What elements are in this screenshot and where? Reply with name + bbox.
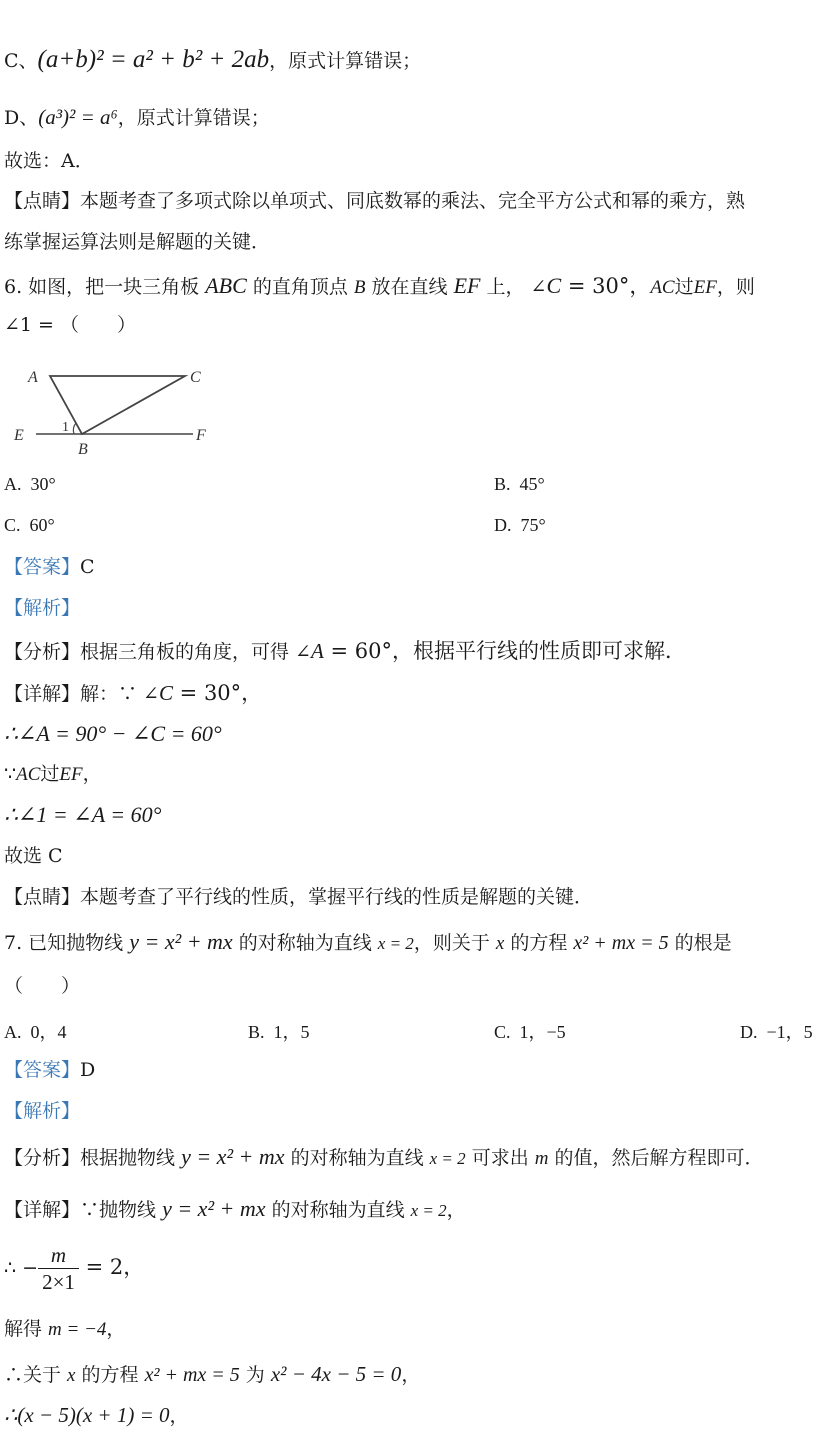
- fraction: $\frac{m}{2\times 1}$: [38, 1242, 79, 1296]
- q6-choose: 故选 C: [4, 845, 63, 867]
- label-angle-1: 1: [62, 420, 69, 435]
- remark-5-line2: 练掌握运算法则是解题的关键．: [4, 231, 271, 253]
- label-c: C: [190, 369, 201, 386]
- answer-tag: 【答案】: [4, 556, 81, 578]
- q7-factor: ∴(x − 5)(x + 1) = 0，: [4, 1403, 189, 1427]
- q6-answer: 【答案】C: [4, 556, 95, 578]
- q6-analysis-tag: 【解析】: [4, 597, 81, 619]
- triangle-figure: [8, 360, 218, 460]
- label-a: A: [28, 369, 38, 386]
- option-c-explanation: C、(a+b)² = a² + b² + 2ab，原式计算错误；: [4, 46, 422, 73]
- q7-option-a: A. 0，4: [4, 1022, 67, 1042]
- q6-option-d: D. 75°: [494, 515, 546, 535]
- choose-answer-5: 故选：A．: [4, 150, 94, 172]
- q6-fenxi: 【分析】根据三角板的角度，可得 ∠A = 60°，根据平行线的性质即可求解．: [4, 639, 686, 663]
- q7-fraction-step: ∴ − $\frac{m}{2\times 1}$ = 2，: [4, 1243, 145, 1295]
- label-b: B: [78, 441, 88, 458]
- q7-answer: 【答案】D: [4, 1059, 96, 1081]
- remark-5-line1: 【点睛】本题考查了多项式除以单项式、同底数幂的乘法、完全平方公式和幂的乘方，熟: [4, 190, 746, 212]
- q6-option-a: A. 30°: [4, 474, 56, 494]
- q7-equation: ∴关于 x 的方程 x² + mx = 5 为 x² − 4x − 5 = 0，: [4, 1362, 421, 1386]
- q6-option-b: B. 45°: [494, 474, 545, 494]
- question-6-line1: 6. 如图，把一块三角板 ABC 的直角顶点 B 放在直线 EF 上， ∠C = 30°，AC过EF，则: [4, 273, 755, 298]
- q7-option-c: C. 1，−5: [494, 1022, 566, 1042]
- question-7-line1: 7. 已知抛物线 y = x² + mx 的对称轴为直线 x = 2，则关于 x 的方程 x² + mx = 5 的根是: [4, 929, 732, 954]
- angle-1-arc: [73, 423, 76, 434]
- q7-solve-m: 解得 m = −4，: [4, 1318, 126, 1340]
- remark-6: 【点睛】本题考查了平行线的性质，掌握平行线的性质是解题的关键．: [4, 886, 594, 908]
- q7-xiangjie: 【详解】∵抛物线 y = x² + mx 的对称轴为直线 x = 2，: [4, 1196, 466, 1221]
- label-f: F: [196, 427, 206, 444]
- q7-option-d: D. −1，5: [740, 1022, 813, 1042]
- q6-step3: ∴∠1 = ∠A = 60°: [4, 802, 162, 827]
- q7-fenxi: 【分析】根据抛物线 y = x² + mx 的对称轴为直线 x = 2 可求出 m 的值，然后解方程即可．: [4, 1144, 764, 1169]
- label-e: E: [14, 427, 24, 444]
- q7-analysis-tag: 【解析】: [4, 1100, 81, 1122]
- q6-option-c: C. 60°: [4, 515, 55, 535]
- question-7-line2: （ ）: [4, 975, 81, 997]
- q6-xiangjie: 【详解】解：∵ ∠C = 30°，: [4, 681, 263, 705]
- triangle-abc: [50, 376, 185, 434]
- question-6-line2: ∠1 = （ ）: [4, 314, 137, 336]
- q7-option-b: B. 1，5: [248, 1022, 310, 1042]
- option-d-explanation: D、(a³)² = a⁶，原式计算错误；: [4, 105, 270, 129]
- q6-step2: ∵AC过EF，: [4, 763, 102, 785]
- q6-step1: ∴∠A = 90° − ∠C = 60°: [4, 721, 222, 746]
